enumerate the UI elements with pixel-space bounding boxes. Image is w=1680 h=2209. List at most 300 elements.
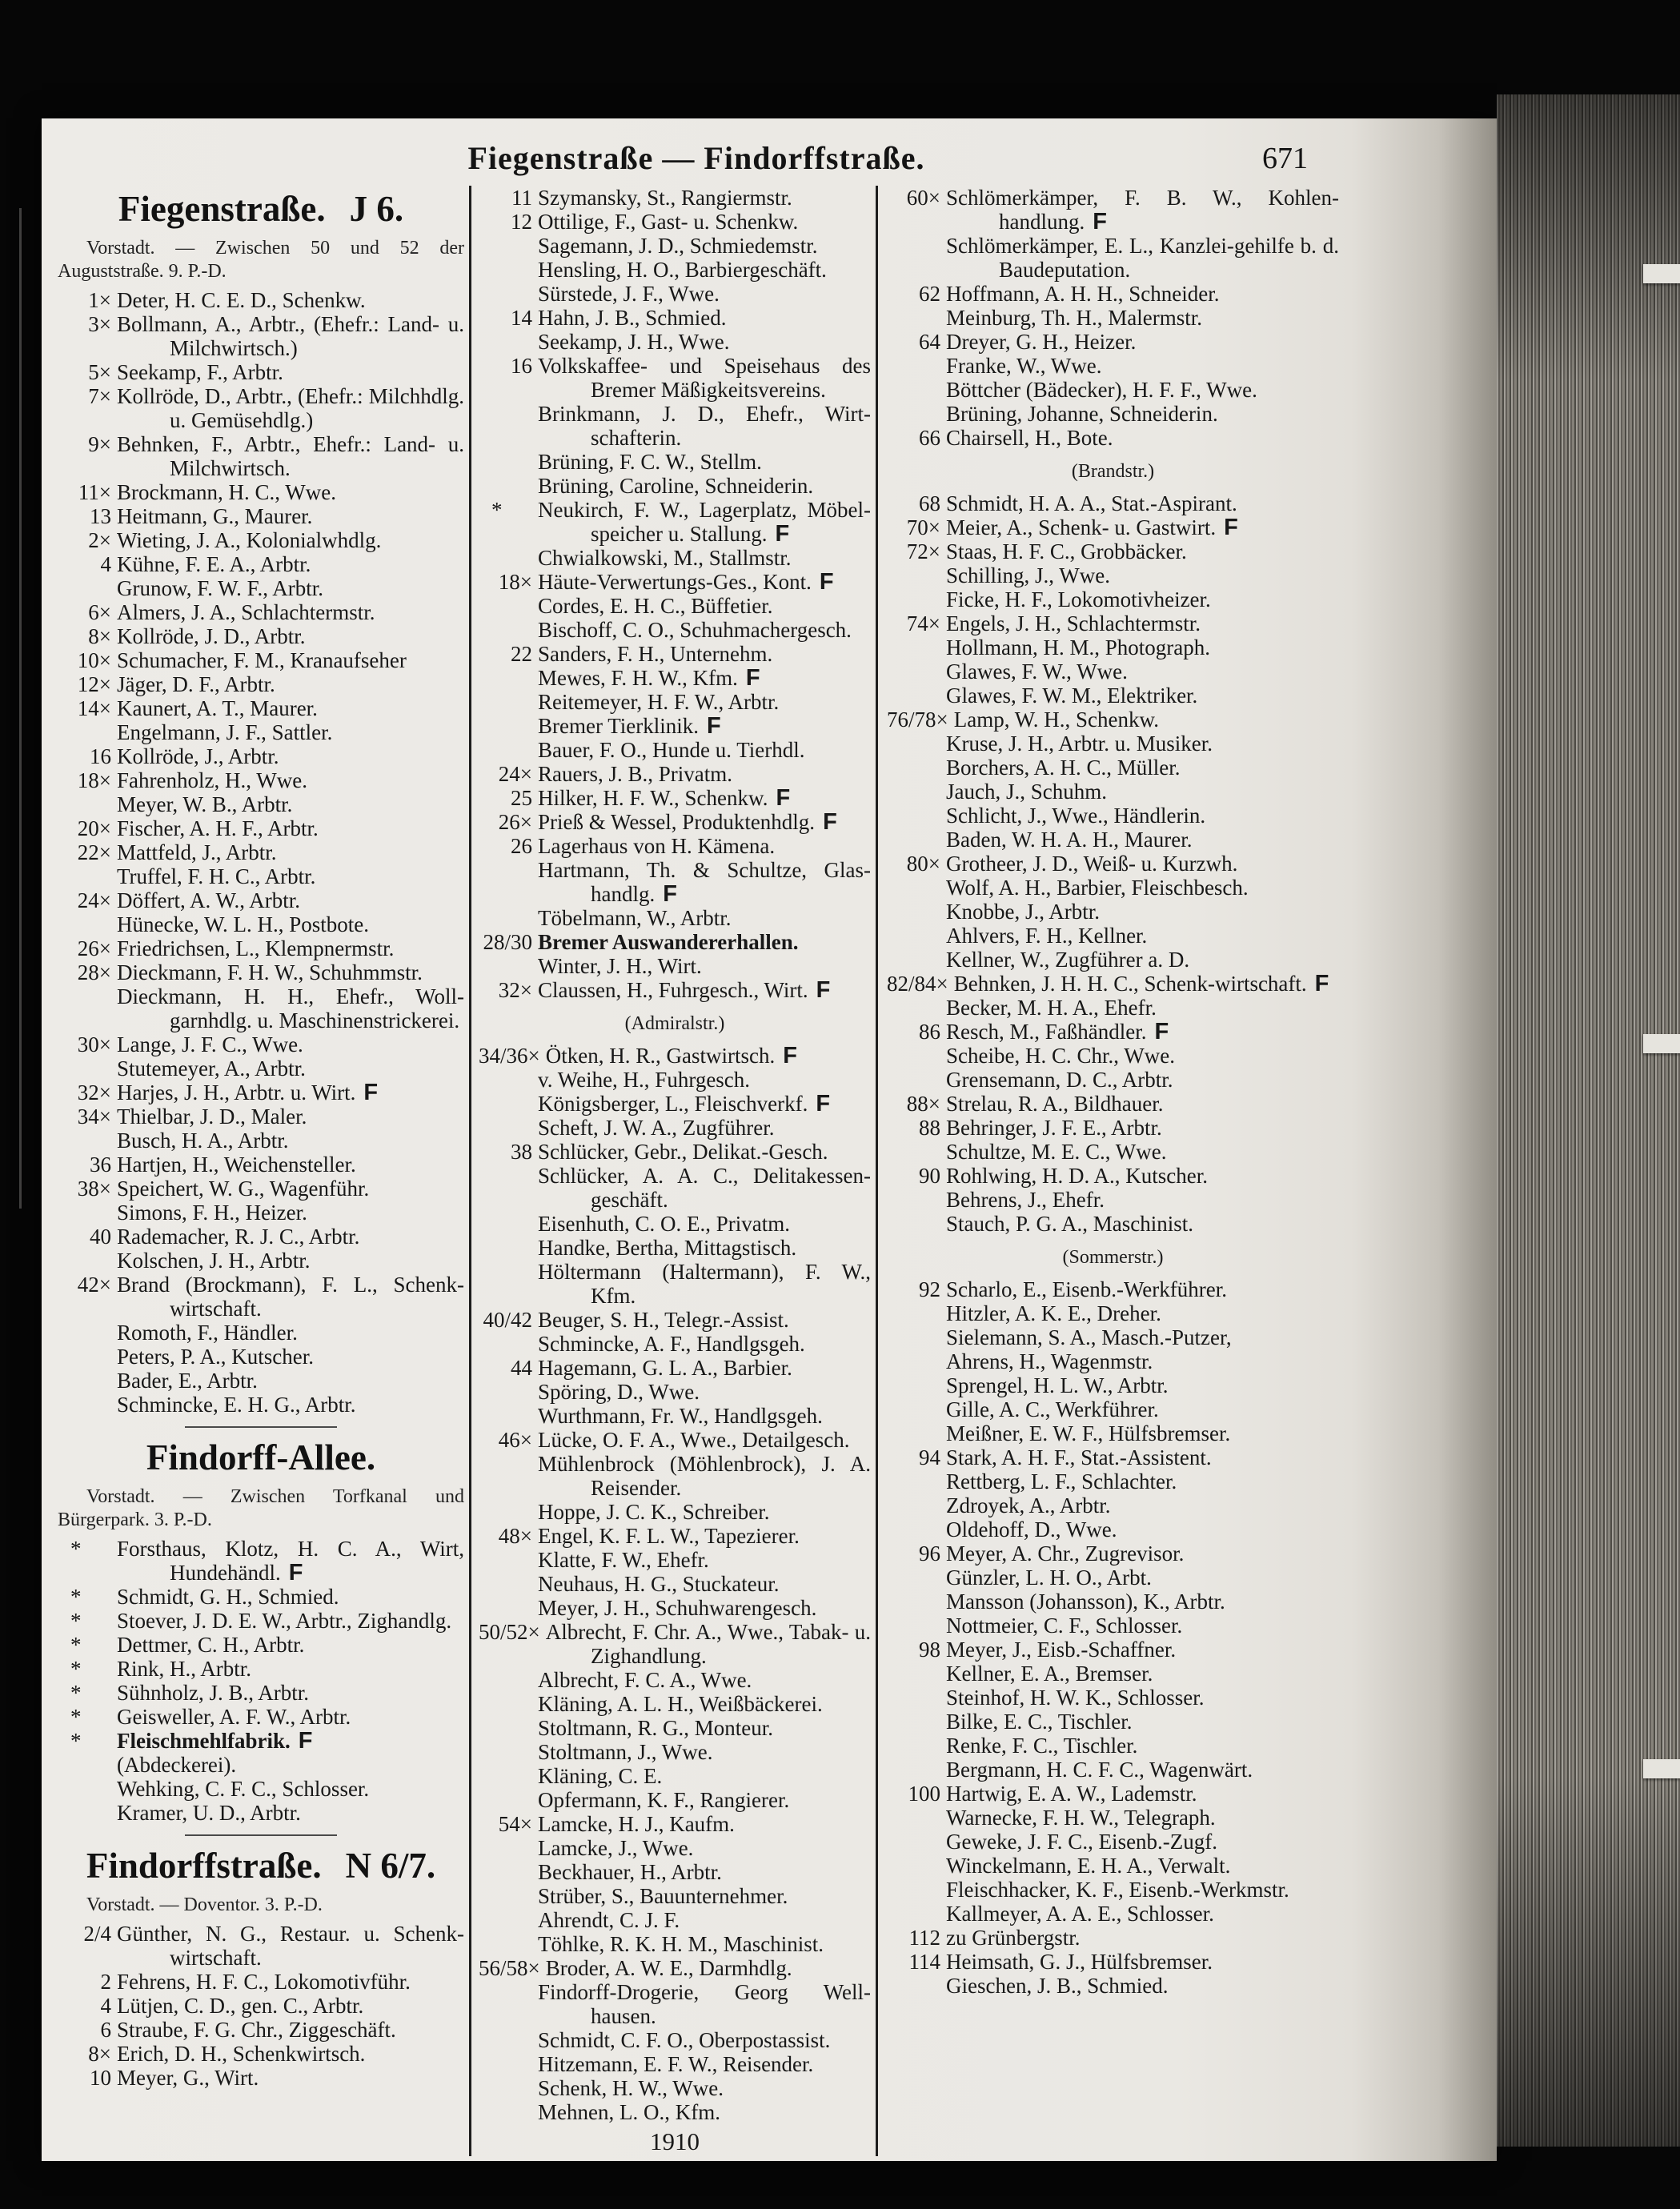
entry-text: Häute-Verwertungs-Ges., Kont.: [538, 570, 812, 594]
page-edge-tab: [1643, 1034, 1680, 1053]
directory-entry: [887, 732, 1339, 756]
entry-text: Brüning, Caroline, Schneiderin.: [538, 474, 814, 498]
entry-text: Friedrichsen, L., Klempnermstr.: [117, 936, 395, 960]
directory-entry: [887, 1854, 1339, 1878]
directory-entry: [887, 1902, 1339, 1926]
entry-text: Kläning, C. E.: [538, 1764, 663, 1788]
entry-text: Albrecht, F. Chr. A., Wwe., Tabak- u. Zighandlung.: [545, 1620, 871, 1668]
entry-text: Brinkmann, J. D., Ehefr., Wirt-schafterin.: [538, 402, 871, 450]
entry-text: Rink, H., Arbtr.: [117, 1657, 252, 1681]
directory-entry: [58, 888, 464, 912]
directory-entry: [479, 402, 871, 450]
telephone-flag: F: [707, 713, 722, 739]
house-number: 34/36×: [479, 1044, 540, 1068]
street-heading: [58, 1437, 464, 1477]
house-number: 96: [919, 1541, 940, 1566]
directory-entry: [479, 2028, 871, 2052]
entry-text: Sühnholz, J. B., Arbtr.: [117, 1681, 310, 1705]
entry-text: Hartmann, Th. & Schultze, Glas-handlg.: [538, 858, 871, 906]
directory-entry: [479, 714, 871, 738]
entry-text: Mühlenbrock (Möhlenbrock), J. A. Reisender.: [538, 1452, 871, 1500]
entry-text: Hartjen, H., Weichensteller.: [117, 1153, 356, 1177]
entry-text: Stoltmann, R. G., Monteur.: [538, 1716, 774, 1740]
directory-entry: [887, 804, 1339, 828]
directory-entry: [479, 762, 871, 786]
directory-page: [42, 118, 1497, 2161]
entry-text: Schmincke, A. F., Handlgsgeh.: [538, 1332, 805, 1356]
directory-entry: [479, 1956, 871, 1980]
house-number: 10×: [77, 648, 111, 672]
entry-text: Beckhauer, H., Arbtr.: [538, 1860, 722, 1884]
house-number: 11×: [78, 480, 111, 504]
entry-text: Hahn, J. B., Schmied.: [538, 306, 727, 330]
directory-entry: [887, 1068, 1339, 1092]
entry-text: Schenk, H. W., Wwe.: [538, 2076, 724, 2100]
entry-text: Peters, P. A., Kutscher.: [117, 1345, 314, 1369]
directory-entry: [479, 594, 871, 618]
entry-text: Stutemeyer, A., Arbtr.: [117, 1056, 306, 1080]
directory-entry: [58, 1177, 464, 1201]
entry-text: Schmincke, E. H. G., Arbtr.: [117, 1393, 356, 1417]
street-note: Vorstadt. — Doventor. 3. P.-D.: [86, 1894, 323, 1915]
entry-text: Bader, E., Arbtr.: [117, 1369, 258, 1393]
directory-entry: [479, 690, 871, 714]
directory-entry: [887, 684, 1339, 708]
entry-text: Schlücker, Gebr., Delikat.-Gesch.: [538, 1140, 828, 1164]
entry-text: Neuhaus, H. G., Stuckateur.: [538, 1572, 780, 1596]
entry-text: Brand (Brockmann), F. L., Schenk-wirtschaft.: [117, 1273, 464, 1321]
entry-text: Heimsath, G. J., Hülfsbremser.: [946, 1950, 1213, 1974]
telephone-flag: F: [745, 665, 761, 691]
house-number: 2/4: [83, 1922, 111, 1946]
house-number: 112: [908, 1926, 940, 1950]
entry-text: Jauch, J., Schuhm.: [946, 780, 1107, 804]
directory-entry: [479, 1164, 871, 1212]
directory-entry: [479, 2052, 871, 2076]
entry-text: Hagemann, G. L. A., Barbier.: [538, 1356, 792, 1380]
entry-text: Fehrens, H. F. C., Lokomotivführ.: [117, 1970, 411, 1994]
house-number: 16: [511, 354, 532, 378]
entry-text: Bremer Tierklinik.: [538, 714, 699, 738]
house-number: 92: [919, 1277, 940, 1301]
directory-entry: [58, 816, 464, 840]
house-number: 6×: [88, 600, 111, 624]
street-heading: [58, 1846, 464, 1886]
entry-text: Geisweller, A. F. W., Arbtr.: [117, 1705, 351, 1729]
directory-entry: [479, 1260, 871, 1308]
house-number: 72×: [906, 539, 940, 563]
entry-text: Wurthmann, Fr. W., Handlgsgeh.: [538, 1404, 823, 1428]
entry-text: Fleischhacker, K. F., Eisenb.-Werkmstr.: [946, 1878, 1289, 1902]
directory-entry: [887, 402, 1339, 426]
house-number: *: [70, 1609, 82, 1633]
entry-text: Ficke, H. F., Lokomotivheizer.: [946, 587, 1211, 611]
house-number: 32×: [77, 1080, 111, 1104]
entry-text: Günther, N. G., Restaur. u. Schenk-wirtschaft.: [117, 1922, 464, 1970]
entry-text: Rohlwing, H. D. A., Kutscher.: [946, 1164, 1208, 1188]
directory-entry: [479, 1812, 871, 1836]
directory-entry: [58, 1345, 464, 1369]
entry-text: Fahrenholz, H., Wwe.: [117, 768, 307, 792]
directory-entry: [58, 1994, 464, 2018]
entry-text: Bollmann, A., Arbtr., (Ehefr.: Land- u. Milchwirtsch.): [117, 312, 464, 360]
directory-entry: [58, 1777, 464, 1801]
directory-entry: [58, 1201, 464, 1225]
entry-text: Glawes, F. W., Wwe.: [946, 659, 1128, 684]
entry-text: Speichert, W. G., Wagenführ.: [117, 1177, 370, 1201]
entry-text: Oldehoff, D., Wwe.: [946, 1517, 1117, 1541]
entry-text: Königsberger, L., Fleischverkf.: [538, 1092, 808, 1116]
house-number: 56/58×: [479, 1956, 540, 1980]
map-grid-reference: J 6.: [349, 189, 404, 229]
house-number: 18×: [77, 768, 111, 792]
directory-entry: [479, 618, 871, 642]
directory-entry: [887, 1662, 1339, 1686]
directory-entry: [479, 498, 871, 546]
entry-text: Lamp, W. H., Schenkw.: [953, 708, 1159, 732]
entry-text: Schultze, M. E. C., Wwe.: [946, 1140, 1167, 1164]
entry-text: Heitmann, G., Maurer.: [117, 504, 313, 528]
house-number: 13: [90, 504, 111, 528]
house-number: 16: [90, 744, 111, 768]
page-number: 671: [1262, 142, 1308, 175]
directory-entry: [58, 600, 464, 624]
directory-entry: [479, 1380, 871, 1404]
directory-entry: [887, 1469, 1339, 1493]
house-number: 22×: [77, 840, 111, 864]
column-3: [876, 186, 1342, 2156]
directory-entry: [479, 1740, 871, 1764]
house-number: 70×: [906, 515, 940, 539]
entry-text: Höltermann (Haltermann), F. W., Kfm.: [538, 1260, 871, 1308]
entry-text: Behnken, J. H. H. C., Schenk-wirtschaft.: [953, 972, 1307, 996]
directory-entry: [887, 1926, 1339, 1950]
entry-text: Albrecht, F. C. A., Wwe.: [538, 1668, 752, 1692]
directory-entry: [479, 642, 871, 666]
directory-entry: [58, 1153, 464, 1177]
directory-entry: [887, 924, 1339, 948]
entry-text: Meier, A., Schenk- u. Gastwirt.: [946, 515, 1217, 539]
directory-entry: [58, 960, 464, 984]
directory-entry: [887, 1517, 1339, 1541]
telephone-flag: F: [1093, 209, 1108, 235]
directory-entry: [58, 1129, 464, 1153]
entry-text: Spöring, D., Wwe.: [538, 1380, 700, 1404]
directory-entry: [479, 1764, 871, 1788]
directory-entry: [479, 1884, 871, 1908]
entry-text: Kläning, A. L. H., Weißbäckerei.: [538, 1692, 823, 1716]
entry-text: Scheft, J. W. A., Zugführer.: [538, 1116, 775, 1140]
directory-entry: [887, 659, 1339, 684]
house-number: 4: [100, 552, 111, 576]
house-number: 18×: [498, 570, 532, 594]
entry-text: Bilke, E. C., Tischler.: [946, 1710, 1133, 1734]
house-number: 24×: [498, 762, 532, 786]
entry-text: Meinburg, Th. H., Malermstr.: [946, 306, 1202, 330]
house-number: 8×: [88, 2042, 111, 2066]
house-number: 25: [511, 786, 532, 810]
entry-text: Schumacher, F. M., Kranaufseher: [117, 648, 407, 672]
entry-text: Günzler, L. H. O., Arbt.: [946, 1566, 1152, 1590]
house-number: 30×: [77, 1032, 111, 1056]
directory-entry: [887, 828, 1339, 852]
entry-text: Schmidt, H. A. A., Stat.-Aspirant.: [946, 491, 1237, 515]
directory-entry: [479, 570, 871, 594]
directory-entry: [887, 1421, 1339, 1445]
directory-entry: [58, 432, 464, 480]
entry-text: Lütjen, C. D., gen. C., Arbtr.: [117, 1994, 364, 2018]
telephone-flag: F: [363, 1080, 379, 1105]
directory-entry: [887, 1020, 1339, 1044]
directory-entry: [479, 1572, 871, 1596]
entry-text: Hitzler, A. K. E., Dreher.: [946, 1301, 1161, 1325]
directory-entry: [58, 1056, 464, 1080]
house-number: 3×: [88, 312, 111, 336]
directory-entry: [479, 186, 871, 210]
directory-entry: [887, 1830, 1339, 1854]
house-number: 80×: [906, 852, 940, 876]
house-number: 24×: [77, 888, 111, 912]
entry-text: Sanders, F. H., Unternehm.: [538, 642, 773, 666]
directory-entry: [887, 539, 1339, 563]
house-number: 100: [908, 1782, 940, 1806]
directory-entry: [58, 768, 464, 792]
section-divider: [185, 1834, 337, 1836]
entry-text: Simons, F. H., Heizer.: [117, 1201, 307, 1225]
house-number: 82/84×: [887, 972, 948, 996]
street-heading: [58, 189, 464, 229]
entry-text: Almers, J. A., Schlachtermstr.: [117, 600, 375, 624]
entry-text: Lagerhaus von H. Kämena.: [538, 834, 776, 858]
book-page-stack-edge: [1497, 94, 1680, 2147]
directory-entry: [887, 900, 1339, 924]
entry-text: Harjes, J. H., Arbtr. u. Wirt.: [117, 1080, 356, 1104]
directory-entry: [58, 552, 464, 576]
directory-entry: [479, 1236, 871, 1260]
entry-text: Handke, Bertha, Mittagstisch.: [538, 1236, 797, 1260]
entry-text: Warnecke, F. H. W., Telegraph.: [946, 1806, 1216, 1830]
telephone-flag: F: [775, 521, 791, 547]
entry-text: Kellner, W., Zugführer a. D.: [946, 948, 1190, 972]
entry-text: Scharlo, E., Eisenb.-Werkführer.: [946, 1277, 1227, 1301]
house-number: 32×: [498, 978, 532, 1002]
entry-text: Nottmeier, C. F., Schlosser.: [946, 1614, 1183, 1638]
house-number: *: [70, 1585, 82, 1609]
house-number: 62: [919, 282, 940, 306]
entry-text: Engels, J. H., Schlachtermstr.: [946, 611, 1201, 635]
directory-entry: [479, 1500, 871, 1524]
directory-entry: [479, 258, 871, 282]
house-number: 28/30: [483, 930, 532, 954]
directory-entry: [887, 708, 1339, 732]
house-number: 42×: [77, 1273, 111, 1297]
entry-text: Scheibe, H. C. Chr., Wwe.: [946, 1044, 1175, 1068]
entry-text: Klatte, F. W., Ehefr.: [538, 1548, 709, 1572]
directory-entry: [479, 2076, 871, 2100]
house-number: 68: [919, 491, 940, 515]
entry-text: Lange, J. F. C., Wwe.: [117, 1032, 303, 1056]
directory-entry: [58, 624, 464, 648]
entry-text: Straube, F. G. Chr., Ziggeschäft.: [117, 2018, 396, 2042]
entry-text: Kolschen, J. H., Arbtr.: [117, 1249, 311, 1273]
telephone-flag: F: [663, 881, 678, 907]
entry-text: zu Grünbergstr.: [946, 1926, 1081, 1950]
entry-text: Brockmann, H. C., Wwe.: [117, 480, 336, 504]
directory-entry: [887, 1974, 1339, 1998]
directory-entry: [58, 648, 464, 672]
directory-entry: [58, 528, 464, 552]
house-number: 26: [511, 834, 532, 858]
entry-text: Hünecke, W. L. H., Postbote.: [117, 912, 369, 936]
entry-text: Kramer, U. D., Arbtr.: [117, 1801, 301, 1825]
directory-entry: [58, 1922, 464, 1970]
entry-text: Thielbar, J. D., Maler.: [117, 1104, 307, 1129]
entry-text: Staas, H. F. C., Grobbäcker.: [946, 539, 1187, 563]
directory-entry: [887, 1277, 1339, 1301]
directory-entry: [479, 210, 871, 234]
house-number: 2×: [88, 528, 111, 552]
directory-entry: [887, 1541, 1339, 1566]
house-number: 90: [919, 1164, 940, 1188]
directory-entry: [479, 1668, 871, 1692]
directory-entry: [479, 1548, 871, 1572]
street-name: Findorff-Allee.: [146, 1437, 376, 1477]
house-number: 74×: [906, 611, 940, 635]
directory-entry: [479, 1836, 871, 1860]
directory-entry: [58, 984, 464, 1032]
house-number: 20×: [77, 816, 111, 840]
entry-text: Deter, H. C. E. D., Schenkw.: [117, 288, 366, 312]
directory-entry: [887, 996, 1339, 1020]
directory-entry: [58, 288, 464, 312]
entry-text: Behrens, J., Ehefr.: [946, 1188, 1105, 1212]
entry-text: Fleischmehlfabrik.: [117, 1729, 291, 1753]
entry-text: Meißner, E. W. F., Hülfsbremser.: [946, 1421, 1231, 1445]
directory-entry: [887, 1044, 1339, 1068]
house-number: 5×: [88, 360, 111, 384]
map-grid-reference: N 6/7.: [345, 1846, 436, 1886]
house-number: 50/52×: [479, 1620, 540, 1644]
page-edge-tab: [1643, 1759, 1680, 1778]
directory-entry: [479, 978, 871, 1002]
directory-entry: [887, 1638, 1339, 1662]
directory-entry: [887, 330, 1339, 354]
directory-entry: [58, 672, 464, 696]
directory-entry: [58, 1585, 464, 1609]
directory-entry: [479, 306, 871, 330]
entry-text: Wehking, C. F. C., Schlosser.: [117, 1777, 370, 1801]
entry-text: Forsthaus, Klotz, H. C. A., Wirt, Hundehändl.: [117, 1537, 464, 1585]
directory-entry: [58, 504, 464, 528]
directory-entry: [479, 1692, 871, 1716]
entry-text: Stoltmann, J., Wwe.: [538, 1740, 713, 1764]
house-number: 10: [90, 2066, 111, 2090]
entry-text: Meyer, A. Chr., Zugrevisor.: [946, 1541, 1185, 1566]
directory-entry: [58, 1080, 464, 1104]
entry-text: Mewes, F. H. W., Kfm.: [538, 666, 738, 690]
column-2: [469, 186, 876, 2156]
telephone-flag: F: [823, 809, 838, 835]
entry-text: Schlücker, A. A. C., Delitakessen-geschäft.: [538, 1164, 871, 1212]
entry-text: Lamcke, J., Wwe.: [538, 1836, 694, 1860]
entry-text: Becker, M. H. A., Ehefr.: [946, 996, 1157, 1020]
house-number: 114: [908, 1950, 940, 1974]
directory-entry: [58, 384, 464, 432]
house-number: 2: [100, 1970, 111, 1994]
telephone-flag: F: [816, 1091, 832, 1117]
entry-text: Döffert, A. W., Arbtr.: [117, 888, 300, 912]
directory-entry: [58, 1369, 464, 1393]
directory-entry: [887, 876, 1339, 900]
directory-entry: [479, 2100, 871, 2124]
directory-entry: [58, 480, 464, 504]
directory-entry: [58, 1393, 464, 1417]
telephone-flag: F: [1224, 515, 1239, 540]
house-number: 34×: [77, 1104, 111, 1129]
directory-entry: [887, 1349, 1339, 1373]
entry-text: Lamcke, H. J., Kaufm.: [538, 1812, 735, 1836]
directory-entry: [58, 1321, 464, 1345]
directory-entry: [58, 1970, 464, 1994]
directory-entry: [479, 1116, 871, 1140]
entry-text: v. Weihe, H., Fuhrgesch.: [538, 1068, 751, 1092]
house-number: *: [70, 1633, 82, 1657]
entry-text: Geweke, J. F. C., Eisenb.-Zugf.: [946, 1830, 1218, 1854]
cross-street-note: (Brandstr.): [1071, 461, 1155, 482]
entry-text: Ottilige, F., Gast- u. Schenkw.: [538, 210, 799, 234]
directory-entry: [479, 1140, 871, 1164]
entry-text: Schlömerkämper, E. L., Kanzlei-gehilfe b. d. Baudeputation.: [946, 234, 1339, 282]
entry-text: Knobbe, J., Arbtr.: [946, 900, 1100, 924]
entry-text: Beuger, S. H., Telegr.-Assist.: [538, 1308, 789, 1332]
directory-entry: [58, 840, 464, 864]
house-number: 88: [919, 1116, 940, 1140]
directory-entry: [58, 1753, 464, 1777]
directory-entry: [58, 792, 464, 816]
directory-entry: [887, 1878, 1339, 1902]
house-number: 76/78×: [887, 708, 948, 732]
catchword-year: 1910: [650, 2127, 700, 2155]
entry-text: Hilker, H. F. W., Schenkw.: [538, 786, 768, 810]
entry-text: Bremer Auswandererhallen.: [538, 930, 799, 954]
directory-entry: [887, 780, 1339, 804]
entry-text: Szymansky, St., Rangiermstr.: [538, 186, 792, 210]
directory-entry: [479, 1404, 871, 1428]
house-number: 6: [100, 2018, 111, 2042]
directory-entry: [479, 1068, 871, 1092]
directory-entry: [58, 1801, 464, 1825]
directory-entry: [887, 1950, 1339, 1974]
directory-entry: [887, 611, 1339, 635]
entry-text: Ahrendt, C. J. F.: [538, 1908, 680, 1932]
section-divider: [185, 1426, 337, 1428]
directory-entry: [887, 1710, 1339, 1734]
directory-entry: [58, 2066, 464, 2090]
house-number: 40/42: [483, 1308, 532, 1332]
page-edge-tab: [1643, 264, 1680, 283]
entry-text: Grunow, F. W. F., Arbtr.: [117, 576, 323, 600]
house-number: *: [70, 1657, 82, 1681]
house-number: 12×: [77, 672, 111, 696]
entry-text: Töbelmann, W., Arbtr.: [538, 906, 732, 930]
directory-entry: [887, 234, 1339, 282]
telephone-flag: F: [816, 977, 832, 1003]
entry-text: Stoever, J. D. E. W., Arbtr., Zighandlg.: [117, 1609, 452, 1633]
telephone-flag: F: [1314, 971, 1330, 996]
directory-entry: [58, 1104, 464, 1129]
entry-text: Schlömerkämper, F. B. W., Kohlen-handlung.: [946, 186, 1339, 234]
directory-entry: [887, 1212, 1339, 1236]
